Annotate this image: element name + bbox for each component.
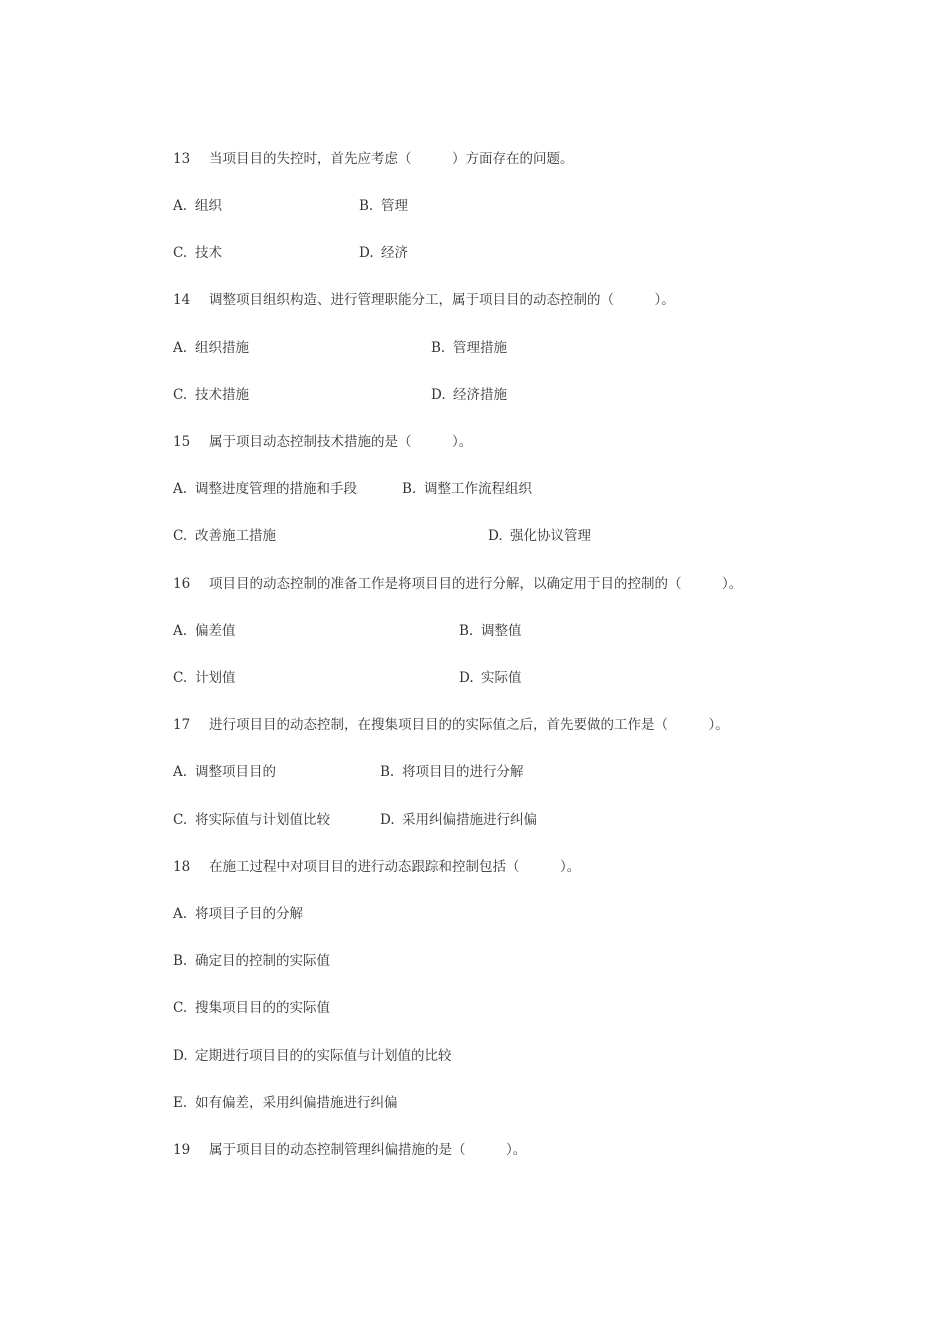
option-label: D. (359, 245, 374, 261)
option-label: D. (173, 1048, 188, 1064)
option-text: 将项目子目的分解 (195, 906, 303, 922)
option-text: 改善施工措施 (195, 528, 276, 544)
question-14-options-ab (173, 339, 507, 357)
question-18-option-c (173, 999, 330, 1017)
option-text: 经济措施 (453, 387, 507, 403)
question-18-option-b (173, 952, 330, 970)
question-16-options-cd (173, 669, 522, 687)
question-13-stem (173, 150, 574, 168)
option-text: 组织 (195, 198, 222, 214)
question-number: 15 (173, 434, 191, 450)
option-text: 经济 (381, 245, 408, 261)
option-text: 调整进度管理的措施和手段 (195, 481, 357, 497)
option-text: 调整工作流程组织 (424, 481, 532, 497)
option-label: A. (173, 481, 188, 497)
question-16-options-ab (173, 622, 522, 640)
option-label: C. (173, 1000, 188, 1016)
question-text: 在施工过程中对项目目的进行动态跟踪和控制包括（ ）。 (209, 859, 581, 875)
question-18-option-e (173, 1094, 398, 1112)
option-label: C. (173, 670, 188, 686)
option-label: C. (173, 387, 188, 403)
question-13-options-cd (173, 244, 408, 262)
question-14-options-cd (173, 386, 507, 404)
option-label: D. (488, 528, 503, 544)
option-label: B. (431, 340, 446, 356)
option-text: 实际值 (481, 670, 522, 686)
question-13-options-ab (173, 197, 408, 215)
option-label: B. (380, 764, 395, 780)
question-text: 项目目的动态控制的准备工作是将项目目的进行分解，以确定用于目的控制的（ ）。 (209, 576, 743, 592)
question-text: 进行项目目的动态控制，在搜集项目目的的实际值之后，首先要做的工作是（ ）。 (209, 717, 729, 733)
question-19-stem (173, 1141, 526, 1159)
option-label: C. (173, 245, 188, 261)
option-text: 管理措施 (453, 340, 507, 356)
question-number: 18 (173, 859, 191, 875)
option-label: A. (173, 906, 188, 922)
option-text: 定期进行项目目的的实际值与计划值的比较 (195, 1048, 452, 1064)
option-text: 搜集项目目的的实际值 (195, 1000, 330, 1016)
question-18-option-d (173, 1047, 452, 1065)
option-label: C. (173, 528, 188, 544)
question-18-stem (173, 858, 580, 876)
question-text: 当项目目的失控时，首先应考虑（ ）方面存在的问题。 (209, 151, 574, 167)
option-label: C. (173, 812, 188, 828)
question-number: 14 (173, 292, 191, 308)
option-label: A. (173, 340, 188, 356)
question-15-options-ab (173, 480, 532, 498)
question-18-option-a (173, 905, 303, 923)
option-text: 组织措施 (195, 340, 249, 356)
option-label: A. (173, 198, 188, 214)
question-17-options-ab (173, 763, 524, 781)
option-label: A. (173, 623, 188, 639)
question-17-options-cd (173, 811, 537, 829)
option-text: 采用纠偏措施进行纠偏 (402, 812, 537, 828)
option-text: 计划值 (195, 670, 236, 686)
question-number: 17 (173, 717, 191, 733)
question-number: 19 (173, 1142, 191, 1158)
option-text: 偏差值 (195, 623, 236, 639)
option-text: 调整值 (481, 623, 522, 639)
option-text: 管理 (381, 198, 408, 214)
option-label: B. (359, 198, 374, 214)
question-text: 调整项目组织构造、进行管理职能分工，属于项目目的动态控制的（ ）。 (209, 292, 675, 308)
question-15-options-cd (173, 527, 591, 545)
option-label: A. (173, 764, 188, 780)
option-label: B. (459, 623, 474, 639)
option-text: 将项目目的进行分解 (402, 764, 524, 780)
option-label: E. (173, 1095, 188, 1111)
option-text: 技术措施 (195, 387, 249, 403)
option-text: 技术 (195, 245, 222, 261)
option-label: D. (380, 812, 395, 828)
question-14-stem (173, 291, 675, 309)
option-text: 确定目的控制的实际值 (195, 953, 330, 969)
option-label: B. (402, 481, 417, 497)
option-label: D. (459, 670, 474, 686)
option-text: 调整项目目的 (195, 764, 276, 780)
question-15-stem (173, 433, 472, 451)
question-text: 属于项目目的动态控制管理纠偏措施的是（ ）。 (209, 1142, 527, 1158)
option-text: 将实际值与计划值比较 (195, 812, 330, 828)
question-text: 属于项目动态控制技术措施的是（ ）。 (209, 434, 473, 450)
option-text: 强化协议管理 (510, 528, 591, 544)
question-number: 13 (173, 151, 191, 167)
option-text: 如有偏差，采用纠偏措施进行纠偏 (195, 1095, 398, 1111)
option-label: D. (431, 387, 446, 403)
question-number: 16 (173, 576, 191, 592)
option-label: B. (173, 953, 188, 969)
question-16-stem (173, 575, 742, 593)
question-17-stem (173, 716, 729, 734)
